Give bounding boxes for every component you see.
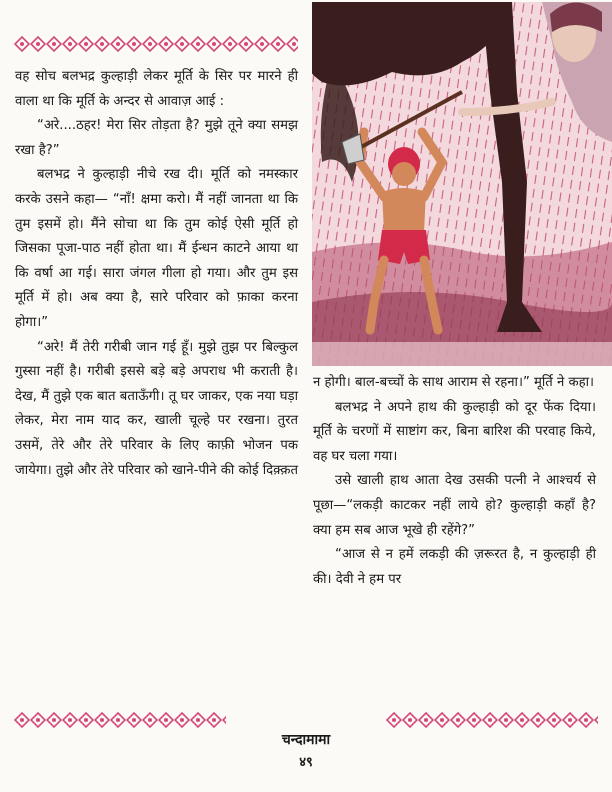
paragraph: “अरे! मैं तेरी गरीबी जान गई हूँ। मुझे तुझ पर बिल्कुल गुस्सा नहीं है। गरीबी इससे बड़े बड़े अपराध भी कराती है। देख, मैं तुझे एक बात बताऊँगी। तू घर जाकर, एक नया घड़ा लेकर, मेरा नाम याद कर, खाली चूल्हे पर रखना। तुरत उसमें, तेरे और तेरे परिवार के लिए काफ़ी भोजन पक जायेगा। तुझे और तेरे परिवार को खाने-पीने की कोई दिक़्क़त [15,339,298,478]
page-number: ४९ [299,755,313,770]
paragraph: बलभद्र ने अपने हाथ की कुल्हाड़ी को दूर फेंक दिया। मूर्ति के चरणों में साष्टांग कर, बिना बारिश की परवाह किये, वह घर चला गया। [313,399,596,464]
left-column-text [15,65,298,483]
right-column-text [313,371,596,592]
paragraph: वह सोच बलभद्र कुल्हाड़ी लेकर मूर्ति के सिर पर मारने ही वाला था कि मूर्ति के अन्दर से आवाज़ आई : [15,69,298,109]
paragraph: उसे खाली हाथ आता देख उसकी पत्नी ने आश्चर्य से पूछा—“लकड़ी काटकर नहीं लाये हो? कुल्हाड़ी कहाँ है? क्या हम सब आज भूखे ही रहेंगे?” [313,473,596,538]
magazine-name: चन्दामामा [281,732,331,748]
paragraph: न होगी। बाल-बच्चों के साथ आराम से रहना।” मूर्ति ने कहा। [313,375,595,390]
decorative-border-bottom-right [386,712,598,728]
paragraph: “अरे....ठहर! मेरा सिर तोड़ता है? मुझे तूने क्या समझ रखा है?” [15,118,298,158]
paragraph: “आज से न हमें लकड़ी की ज़रूरत है, न कुल्हाड़ी ही की। देवी ने हम पर [313,547,596,587]
decorative-border-bottom-left [14,712,226,728]
paragraph: बलभद्र ने कुल्हाड़ी नीचे रख दी। मूर्ति को नमस्कार करके उसने कहा— “नाँ! क्षमा करो। मैं नहीं जानता था कि तुम इसमें हो। मैंने सोचा था कि तुम कोई ऐसी मूर्ति हो जिसका पूजा-पाठ नहीं होता था। मैं ईन्धन काटने आया था कि वर्षा आ गई। सारा जंगल गीला हो गया। और तुम इस मूर्ति में हो। अब क्या है, सारे परिवार को फ़ाका करना होगा।” [15,167,298,330]
story-illustration [312,2,612,366]
decorative-border-top [14,36,298,52]
